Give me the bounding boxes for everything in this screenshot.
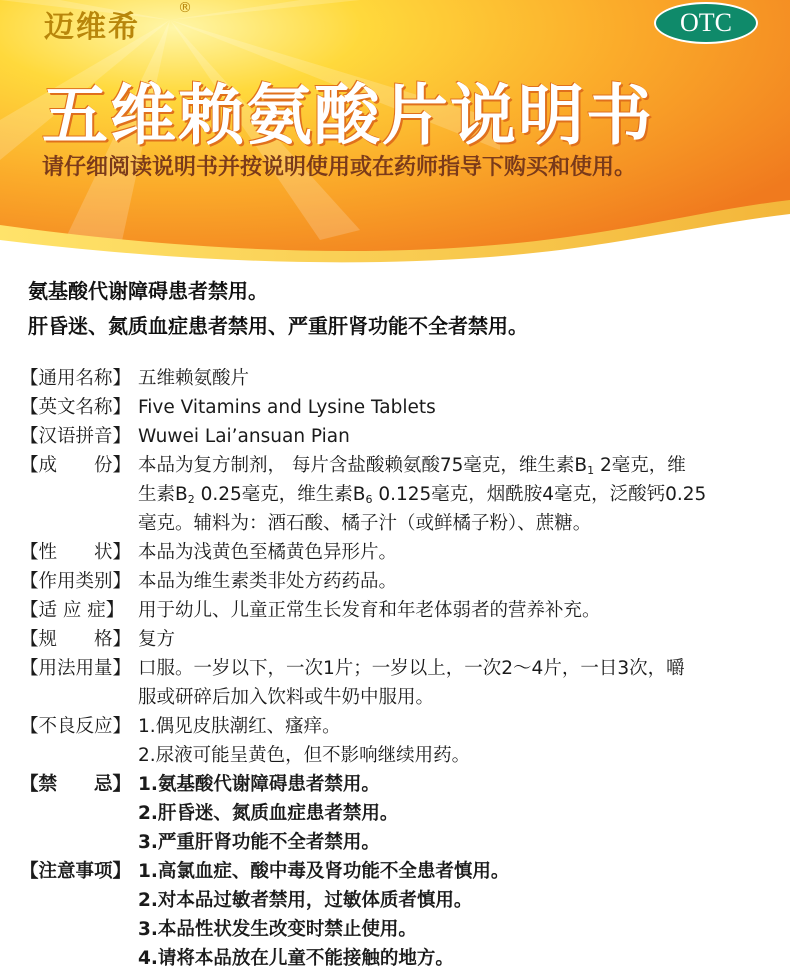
- subscript: 2: [187, 493, 195, 506]
- warning-line-2: 肝昏迷、氮质血症患者禁用、严重肝肾功能不全者禁用。: [28, 314, 528, 338]
- appearance-value: 本品为浅黄色至橘黄色异形片。: [138, 542, 398, 563]
- generic-name-row: [20, 364, 249, 393]
- specification-row: [20, 625, 175, 654]
- contraindication-item-1: 1.氨基酸代谢障碍患者禁用。: [138, 774, 380, 795]
- brand-logo: 迈维希: [44, 10, 140, 45]
- subscript: 1: [587, 464, 595, 477]
- adverse-row: [20, 712, 341, 741]
- contraindication-item-3: 3.严重肝肾功能不全者禁用。: [138, 832, 380, 853]
- composition-text: 生素B: [138, 484, 188, 505]
- dosage-line-2: 服或研碎后加入饮料或牛奶中服用。: [138, 687, 435, 708]
- english-name-label: 【英文名称】: [20, 397, 132, 418]
- dosage-row: [20, 654, 685, 683]
- pinyin-label: 【汉语拼音】: [20, 426, 132, 447]
- composition-text: 2毫克，维: [594, 455, 686, 476]
- registered-mark: ®: [178, 0, 192, 16]
- category-value: 本品为维生素类非处方药药品。: [138, 571, 398, 592]
- indications-value: 用于幼儿、儿童正常生长发育和年老体弱者的营养补充。: [138, 600, 601, 621]
- pinyin-row: [20, 422, 350, 451]
- composition-label: 【成 份】: [20, 455, 132, 476]
- dosage-line-1: 口服。一岁以下，一次1片；一岁以上，一次2～4片，一日3次，嚼: [138, 658, 685, 679]
- contraindication-item-2: 2.肝昏迷、氮质血症患者禁用。: [138, 803, 399, 824]
- precautions-row: [20, 857, 509, 886]
- page-title: 五维赖氨酸片说明书: [42, 77, 654, 154]
- category-label: 【作用类别】: [20, 571, 132, 592]
- indications-label: 【适 应 症】: [20, 600, 125, 621]
- indications-row: [20, 596, 601, 625]
- precaution-item-3: 3.本品性状发生改变时禁止使用。: [138, 919, 417, 940]
- category-row: [20, 567, 397, 596]
- adverse-item-2: 2.尿液可能呈黄色，但不影响继续用药。: [138, 745, 471, 766]
- warning-line-1: 氨基酸代谢障碍患者禁用。: [28, 279, 268, 303]
- adverse-item-1: 1.偶见皮肤潮红、瘙痒。: [138, 716, 341, 737]
- contraindications-row: [20, 770, 380, 799]
- composition-text: 0.25毫克，维生素B: [194, 484, 366, 505]
- english-name-row: [20, 393, 436, 422]
- specification-value: 复方: [138, 629, 176, 650]
- specification-label: 【规 格】: [20, 629, 132, 650]
- page-subtitle: 请仔细阅读说明书并按说明使用或在药师指导下购买和使用。: [42, 155, 637, 180]
- precaution-item-4: 4.请将本品放在儿童不能接触的地方。: [138, 948, 454, 969]
- english-name-value: Five Vitamins and Lysine Tablets: [138, 397, 436, 418]
- composition-text: 0.125毫克，烟酰胺4毫克，泛酸钙0.25: [372, 484, 707, 505]
- subscript: 6: [365, 493, 373, 506]
- precaution-item-1: 1.高氯血症、酸中毒及肾功能不全患者慎用。: [138, 861, 510, 882]
- appearance-label: 【性 状】: [20, 542, 132, 563]
- precautions-label: 【注意事项】: [20, 861, 132, 882]
- dosage-label: 【用法用量】: [20, 658, 132, 679]
- pinyin-value: Wuwei Lai’ansuan Pian: [138, 426, 350, 447]
- contraindications-label: 【禁 忌】: [20, 774, 132, 795]
- appearance-row: [20, 538, 397, 567]
- adverse-label: 【不良反应】: [20, 716, 132, 737]
- generic-name-value: 五维赖氨酸片: [138, 368, 250, 389]
- otc-badge: OTC: [654, 2, 758, 44]
- composition-text: 本品为复方制剂， 每片含盐酸赖氨酸75毫克，维生素B: [138, 455, 588, 476]
- composition-line-3: 毫克。辅料为：酒石酸、橘子汁（或鲜橘子粉）、蔗糖。: [138, 513, 592, 534]
- generic-name-label: 【通用名称】: [20, 368, 132, 389]
- precaution-item-2: 2.对本品过敏者禁用，过敏体质者慎用。: [138, 890, 473, 911]
- header-banner: [0, 0, 790, 280]
